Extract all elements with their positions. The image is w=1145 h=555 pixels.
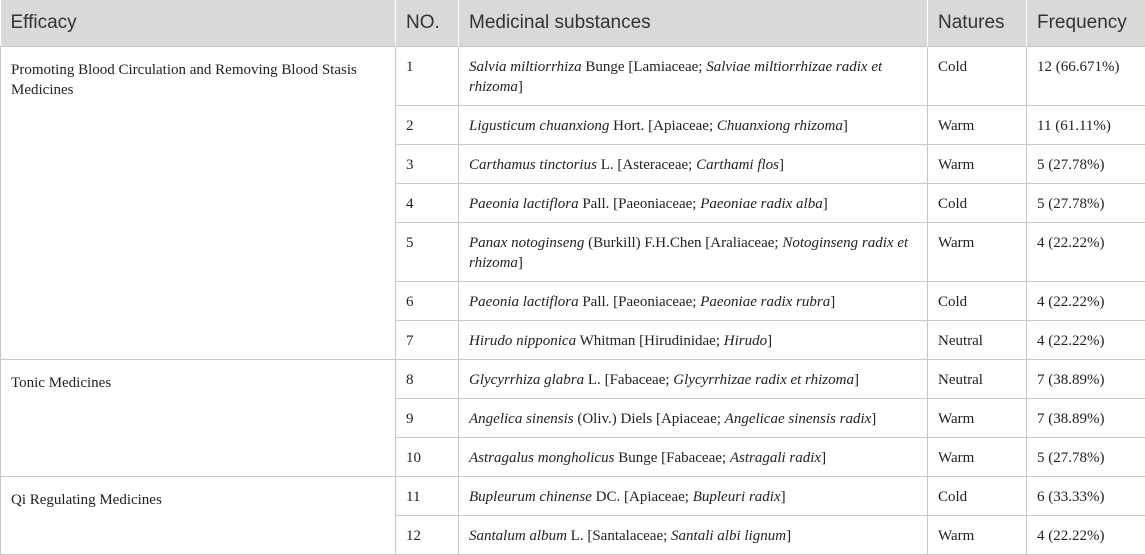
substance-cell: Carthamus tinctorius L. [Asteraceae; Carthami flos] xyxy=(459,145,928,184)
substance-cell: Angelica sinensis (Oliv.) Diels [Apiaceae; Angelicae sinensis radix] xyxy=(459,399,928,438)
nature-cell: Warm xyxy=(928,438,1027,477)
frequency-cell: 5 (27.78%) xyxy=(1027,145,1145,184)
number-cell: 11 xyxy=(396,477,459,516)
nature-cell: Warm xyxy=(928,145,1027,184)
efficacy-cell: Tonic Medicines xyxy=(1,360,396,477)
authority: Bunge xyxy=(618,450,657,466)
substance-cell: Ligusticum chuanxiong Hort. [Apiaceae; Chuanxiong rhizoma] xyxy=(459,106,928,145)
header-no: NO. xyxy=(396,0,459,47)
substance-cell: Astragalus mongholicus Bunge [Fabaceae; Astragali radix] xyxy=(459,438,928,477)
drug-name: Bupleuri radix xyxy=(693,489,781,505)
nature-cell: Warm xyxy=(928,223,1027,282)
drug-name: Notoginseng radix et rhizoma xyxy=(469,235,908,271)
family-name: Asteraceae xyxy=(622,157,688,173)
substance-cell: Bupleurum chinense DC. [Apiaceae; Bupleuri radix] xyxy=(459,477,928,516)
species-name: Santalum album xyxy=(469,528,567,544)
family-name: Fabaceae xyxy=(610,372,666,388)
frequency-cell: 5 (27.78%) xyxy=(1027,438,1145,477)
table-row xyxy=(1,47,1145,106)
number-cell: 6 xyxy=(396,282,459,321)
number-cell: 9 xyxy=(396,399,459,438)
authority: L. xyxy=(601,157,614,173)
species-name: Glycyrrhiza glabra xyxy=(469,372,584,388)
substance-cell: Glycyrrhiza glabra L. [Fabaceae; Glycyrrhizae radix et rhizoma] xyxy=(459,360,928,399)
authority: Whitman xyxy=(580,333,636,349)
nature-cell: Warm xyxy=(928,106,1027,145)
number-cell: 8 xyxy=(396,360,459,399)
family-name: Apiaceae xyxy=(629,489,685,505)
frequency-cell: 4 (22.22%) xyxy=(1027,223,1145,282)
drug-name: Chuanxiong rhizoma xyxy=(717,118,843,134)
frequency-cell: 12 (66.671%) xyxy=(1027,47,1145,106)
authority: Pall. xyxy=(582,196,609,212)
authority: Bunge xyxy=(585,59,624,75)
drug-name: Hirudo xyxy=(724,333,767,349)
frequency-cell: 4 (22.22%) xyxy=(1027,516,1145,555)
species-name: Angelica sinensis xyxy=(469,411,574,427)
nature-cell: Warm xyxy=(928,516,1027,555)
table-row xyxy=(1,477,1145,516)
substance-cell: Paeonia lactiflora Pall. [Paeoniaceae; Paeoniae radix rubra] xyxy=(459,282,928,321)
nature-cell: Cold xyxy=(928,282,1027,321)
frequency-cell: 5 (27.78%) xyxy=(1027,184,1145,223)
nature-cell: Cold xyxy=(928,184,1027,223)
substance-cell: Santalum album L. [Santalaceae; Santali albi lignum] xyxy=(459,516,928,555)
frequency-cell: 11 (61.11%) xyxy=(1027,106,1145,145)
number-cell: 7 xyxy=(396,321,459,360)
header-efficacy: Efficacy xyxy=(1,0,396,47)
table-row xyxy=(1,360,1145,399)
authority: L. xyxy=(588,372,601,388)
header-medicinal-substances: Medicinal substances xyxy=(459,0,928,47)
header-row xyxy=(1,0,1145,47)
number-cell: 3 xyxy=(396,145,459,184)
species-name: Paeonia lactiflora xyxy=(469,196,579,212)
header-frequency: Frequency xyxy=(1027,0,1145,47)
number-cell: 4 xyxy=(396,184,459,223)
drug-name: Paeoniae radix rubra xyxy=(700,294,830,310)
efficacy-cell: Promoting Blood Circulation and Removing Blood Stasis Medicines xyxy=(1,47,396,360)
header-natures: Natures xyxy=(928,0,1027,47)
authority: DC. xyxy=(596,489,621,505)
family-name: Hirudinidae xyxy=(644,333,716,349)
family-name: Araliaceae xyxy=(710,235,774,251)
substance-cell: Salvia miltiorrhiza Bunge [Lamiaceae; Salviae miltiorrhizae radix et rhizoma] xyxy=(459,47,928,106)
nature-cell: Neutral xyxy=(928,360,1027,399)
nature-cell: Warm xyxy=(928,399,1027,438)
authority: Hort. xyxy=(613,118,644,134)
frequency-cell: 4 (22.22%) xyxy=(1027,282,1145,321)
family-name: Paeoniaceae xyxy=(618,294,692,310)
family-name: Fabaceae xyxy=(666,450,722,466)
nature-cell: Cold xyxy=(928,477,1027,516)
species-name: Astragalus mongholicus xyxy=(469,450,614,466)
drug-name: Salviae miltiorrhizae radix et rhizoma xyxy=(469,59,882,95)
frequency-cell: 7 (38.89%) xyxy=(1027,399,1145,438)
family-name: Paeoniaceae xyxy=(618,196,692,212)
drug-name: Astragali radix xyxy=(730,450,821,466)
species-name: Panax notoginseng xyxy=(469,235,584,251)
drug-name: Glycyrrhizae radix et rhizoma xyxy=(673,372,854,388)
family-name: Santalaceae xyxy=(592,528,663,544)
substance-cell: Hirudo nipponica Whitman [Hirudinidae; Hirudo] xyxy=(459,321,928,360)
substance-cell: Paeonia lactiflora Pall. [Paeoniaceae; Paeoniae radix alba] xyxy=(459,184,928,223)
number-cell: 12 xyxy=(396,516,459,555)
species-name: Hirudo nipponica xyxy=(469,333,576,349)
table-body xyxy=(1,47,1145,555)
efficacy-cell: Qi Regulating Medicines xyxy=(1,477,396,555)
authority: Pall. xyxy=(582,294,609,310)
family-name: Lamiaceae xyxy=(633,59,698,75)
authority: L. xyxy=(571,528,584,544)
species-name: Salvia miltiorrhiza xyxy=(469,59,582,75)
species-name: Paeonia lactiflora xyxy=(469,294,579,310)
authority: (Burkill) F.H.Chen xyxy=(588,235,701,251)
family-name: Apiaceae xyxy=(661,411,717,427)
drug-name: Paeoniae radix alba xyxy=(700,196,822,212)
substance-cell: Panax notoginseng (Burkill) F.H.Chen [Araliaceae; Notoginseng radix et rhizoma] xyxy=(459,223,928,282)
drug-name: Santali albi lignum xyxy=(671,528,786,544)
species-name: Bupleurum chinense xyxy=(469,489,592,505)
species-name: Carthamus tinctorius xyxy=(469,157,597,173)
number-cell: 10 xyxy=(396,438,459,477)
authority: (Oliv.) Diels xyxy=(577,411,652,427)
number-cell: 1 xyxy=(396,47,459,106)
drug-name: Carthami flos xyxy=(696,157,779,173)
nature-cell: Neutral xyxy=(928,321,1027,360)
species-name: Ligusticum chuanxiong xyxy=(469,118,609,134)
family-name: Apiaceae xyxy=(653,118,709,134)
nature-cell: Cold xyxy=(928,47,1027,106)
frequency-cell: 4 (22.22%) xyxy=(1027,321,1145,360)
number-cell: 5 xyxy=(396,223,459,282)
number-cell: 2 xyxy=(396,106,459,145)
frequency-cell: 7 (38.89%) xyxy=(1027,360,1145,399)
frequency-cell: 6 (33.33%) xyxy=(1027,477,1145,516)
drug-name: Angelicae sinensis radix xyxy=(725,411,872,427)
